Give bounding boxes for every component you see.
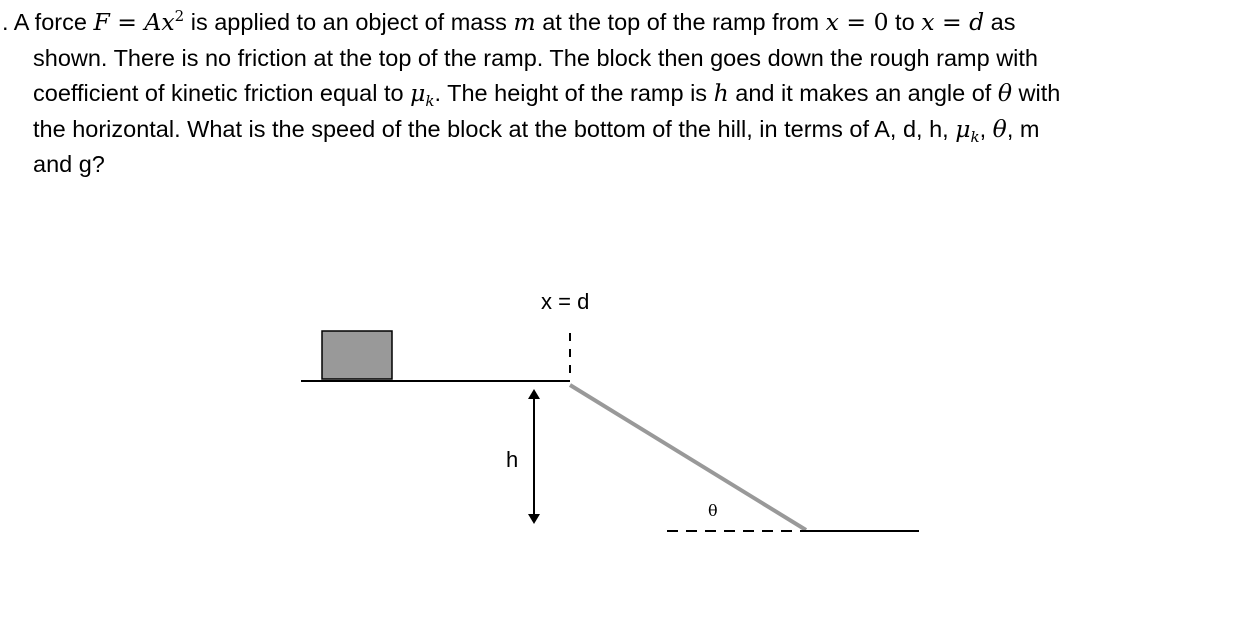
math-variable-x: x xyxy=(161,8,175,36)
text-fragment: as xyxy=(984,9,1016,35)
text-fragment: , m xyxy=(1006,115,1040,142)
math-equals: = xyxy=(934,8,970,36)
text-fragment: to xyxy=(888,9,922,35)
math-variable-x: x xyxy=(825,8,839,36)
math-variable-mu: μ xyxy=(955,114,971,143)
problem-number-prefix: . xyxy=(2,9,14,35)
label-x-equals-d: x = d xyxy=(541,289,590,314)
math-variable-F: F xyxy=(93,8,110,36)
math-variable-d: d xyxy=(969,8,985,36)
label-h: h xyxy=(506,447,519,472)
problem-line-2: shown. There is no friction at the top of the ramp. The block then goes down the rough ramp with xyxy=(33,44,1038,71)
text-fragment: is applied to an object of mass xyxy=(184,9,514,35)
math-variable-x: x xyxy=(921,8,935,36)
math-subscript-k: k xyxy=(425,92,435,110)
math-variable-theta: θ xyxy=(997,79,1012,107)
text-fragment: with xyxy=(1012,80,1061,106)
math-exponent: 2 xyxy=(174,7,185,25)
math-variable-m: m xyxy=(513,8,536,36)
math-zero: 0 xyxy=(873,8,889,36)
math-variable-A: A xyxy=(144,8,162,36)
text-fragment: and it makes an angle of xyxy=(728,80,998,106)
math-variable-mu: μ xyxy=(410,79,426,107)
text-fragment: A force xyxy=(13,9,94,35)
text-fragment: . The height of the ramp is xyxy=(434,80,714,106)
block xyxy=(322,331,392,379)
math-equals: = xyxy=(109,8,145,36)
math-variable-h: h xyxy=(713,79,729,107)
math-equals: = xyxy=(838,8,874,36)
text-fragment: coefficient of kinetic friction equal to xyxy=(33,80,411,106)
text-fragment: at the top of the ramp from xyxy=(535,9,826,35)
label-theta: θ xyxy=(708,501,718,520)
problem-line-5: and g? xyxy=(33,151,105,177)
ramp-incline xyxy=(570,385,806,530)
math-variable-theta: θ xyxy=(992,114,1007,143)
height-arrow-head-up xyxy=(528,389,540,399)
height-arrow-head-down xyxy=(528,514,540,524)
text-fragment: , xyxy=(979,115,993,142)
text-fragment: the horizontal. What is the speed of the block at the bottom of the hill, in terms of A, d, h, xyxy=(33,115,956,142)
math-subscript-k: k xyxy=(970,127,980,146)
